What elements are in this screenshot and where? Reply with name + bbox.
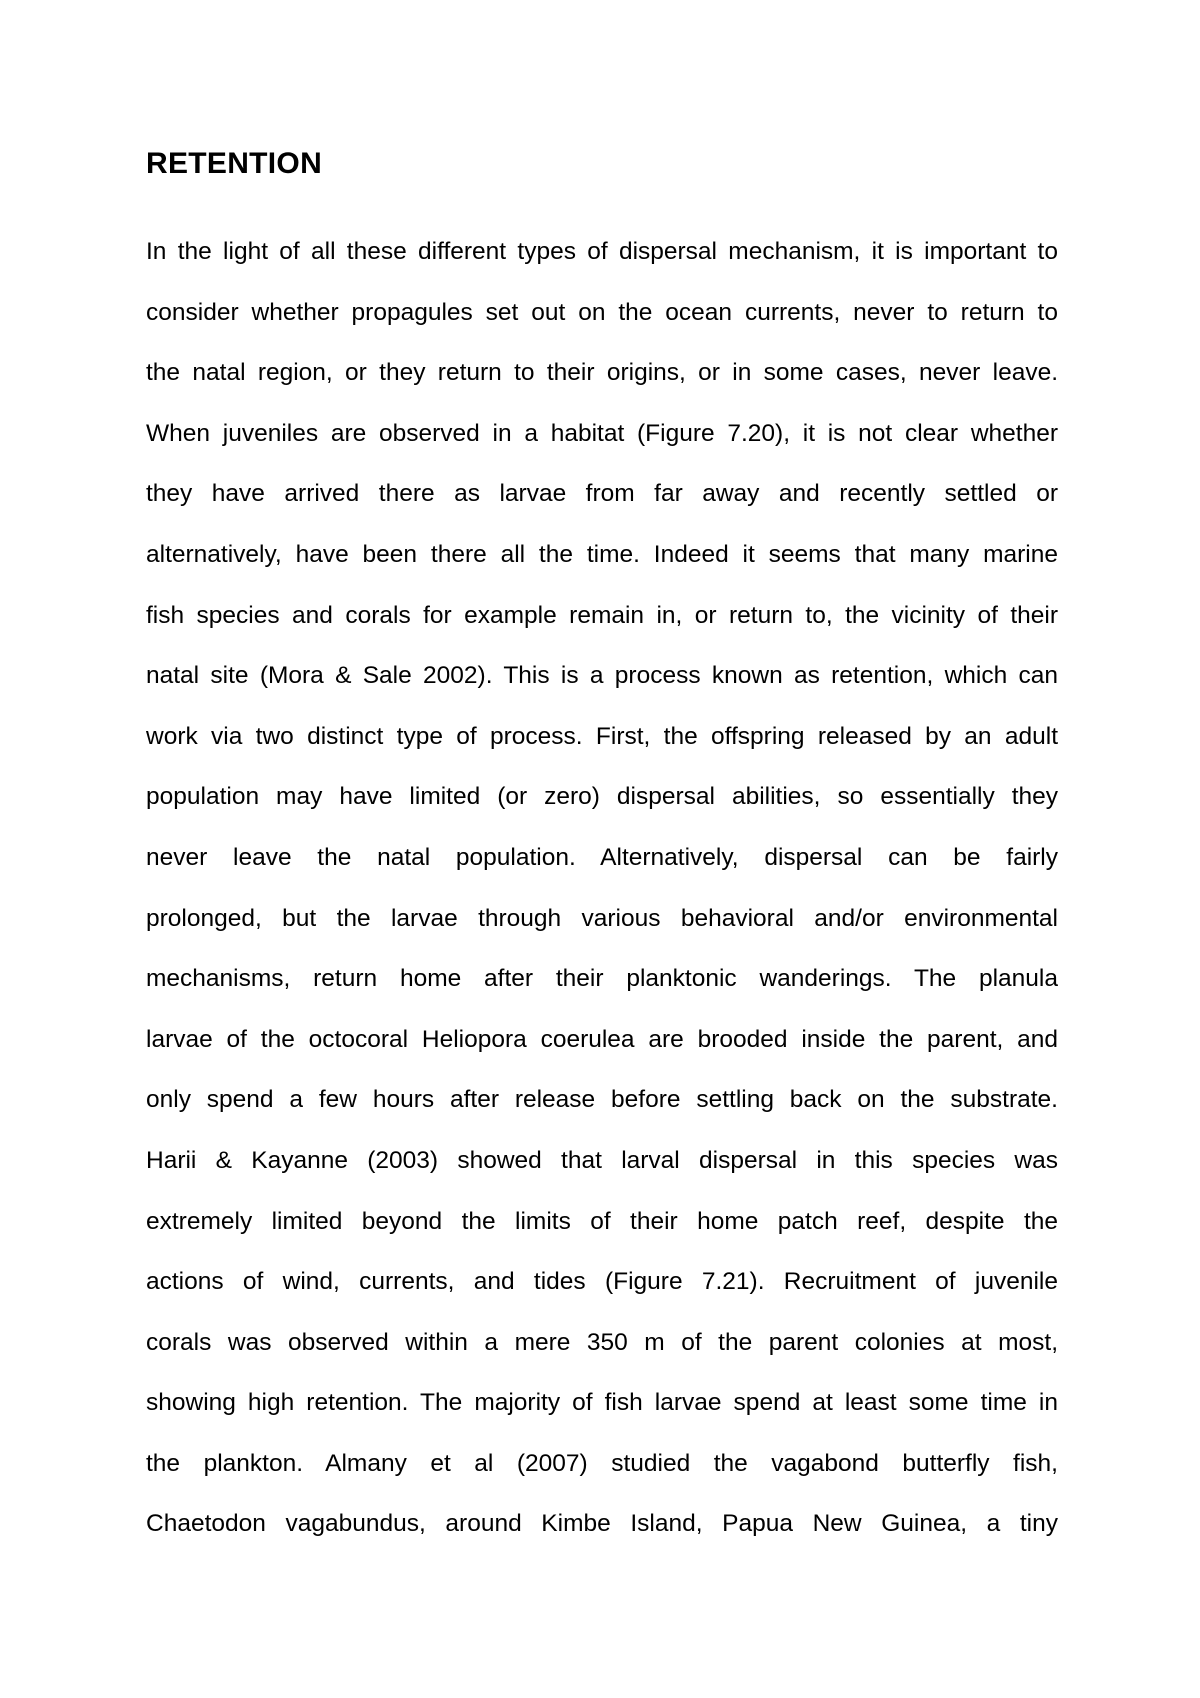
body-paragraph: [146, 232, 1058, 1565]
text-line: population may have limited (or zero) dispersal abilities, so essentially they: [146, 783, 1058, 811]
text-line: fish species and corals for example remain in, or return to, the vicinity of their: [146, 601, 1058, 629]
text-line: the plankton. Almany et al (2007) studied the vagabond butterfly fish,: [146, 1449, 1058, 1477]
text-line: mechanisms, return home after their planktonic wanderings. The planula: [146, 965, 1058, 993]
text-line: the natal region, or they return to their origins, or in some cases, never leave.: [146, 359, 1058, 387]
text-line: showing high retention. The majority of fish larvae spend at least some time in: [146, 1389, 1058, 1417]
section-heading: RETENTION: [146, 147, 323, 180]
text-line: Chaetodon vagabundus, around Kimbe Island, Papua New Guinea, a tiny: [146, 1510, 1058, 1538]
text-line: consider whether propagules set out on the ocean currents, never to return to: [146, 298, 1058, 326]
text-line: alternatively, have been there all the time. Indeed it seems that many marine: [146, 540, 1058, 568]
text-line: prolonged, but the larvae through various behavioral and/or environmental: [146, 904, 1058, 932]
text-line: work via two distinct type of process. First, the offspring released by an adult: [146, 722, 1058, 750]
text-line: corals was observed within a mere 350 m of the parent colonies at most,: [146, 1328, 1058, 1356]
text-line: larvae of the octocoral Heliopora coerulea are brooded inside the parent, and: [146, 1025, 1058, 1053]
text-line: never leave the natal population. Alternatively, dispersal can be fairly: [146, 843, 1058, 871]
text-line: they have arrived there as larvae from far away and recently settled or: [146, 480, 1058, 508]
text-line: In the light of all these different types of dispersal mechanism, it is important to: [146, 238, 1058, 265]
text-line: extremely limited beyond the limits of their home patch reef, despite the: [146, 1207, 1058, 1235]
text-line: When juveniles are observed in a habitat (Figure 7.20), it is not clear whether: [146, 419, 1058, 447]
text-line: actions of wind, currents, and tides (Figure 7.21). Recruitment of juvenile: [146, 1268, 1058, 1296]
text-line: Harii & Kayanne (2003) showed that larval dispersal in this species was: [146, 1146, 1058, 1174]
text-line: natal site (Mora & Sale 2002). This is a process known as retention, which can: [146, 662, 1058, 690]
text-line: only spend a few hours after release before settling back on the substrate.: [146, 1086, 1058, 1114]
